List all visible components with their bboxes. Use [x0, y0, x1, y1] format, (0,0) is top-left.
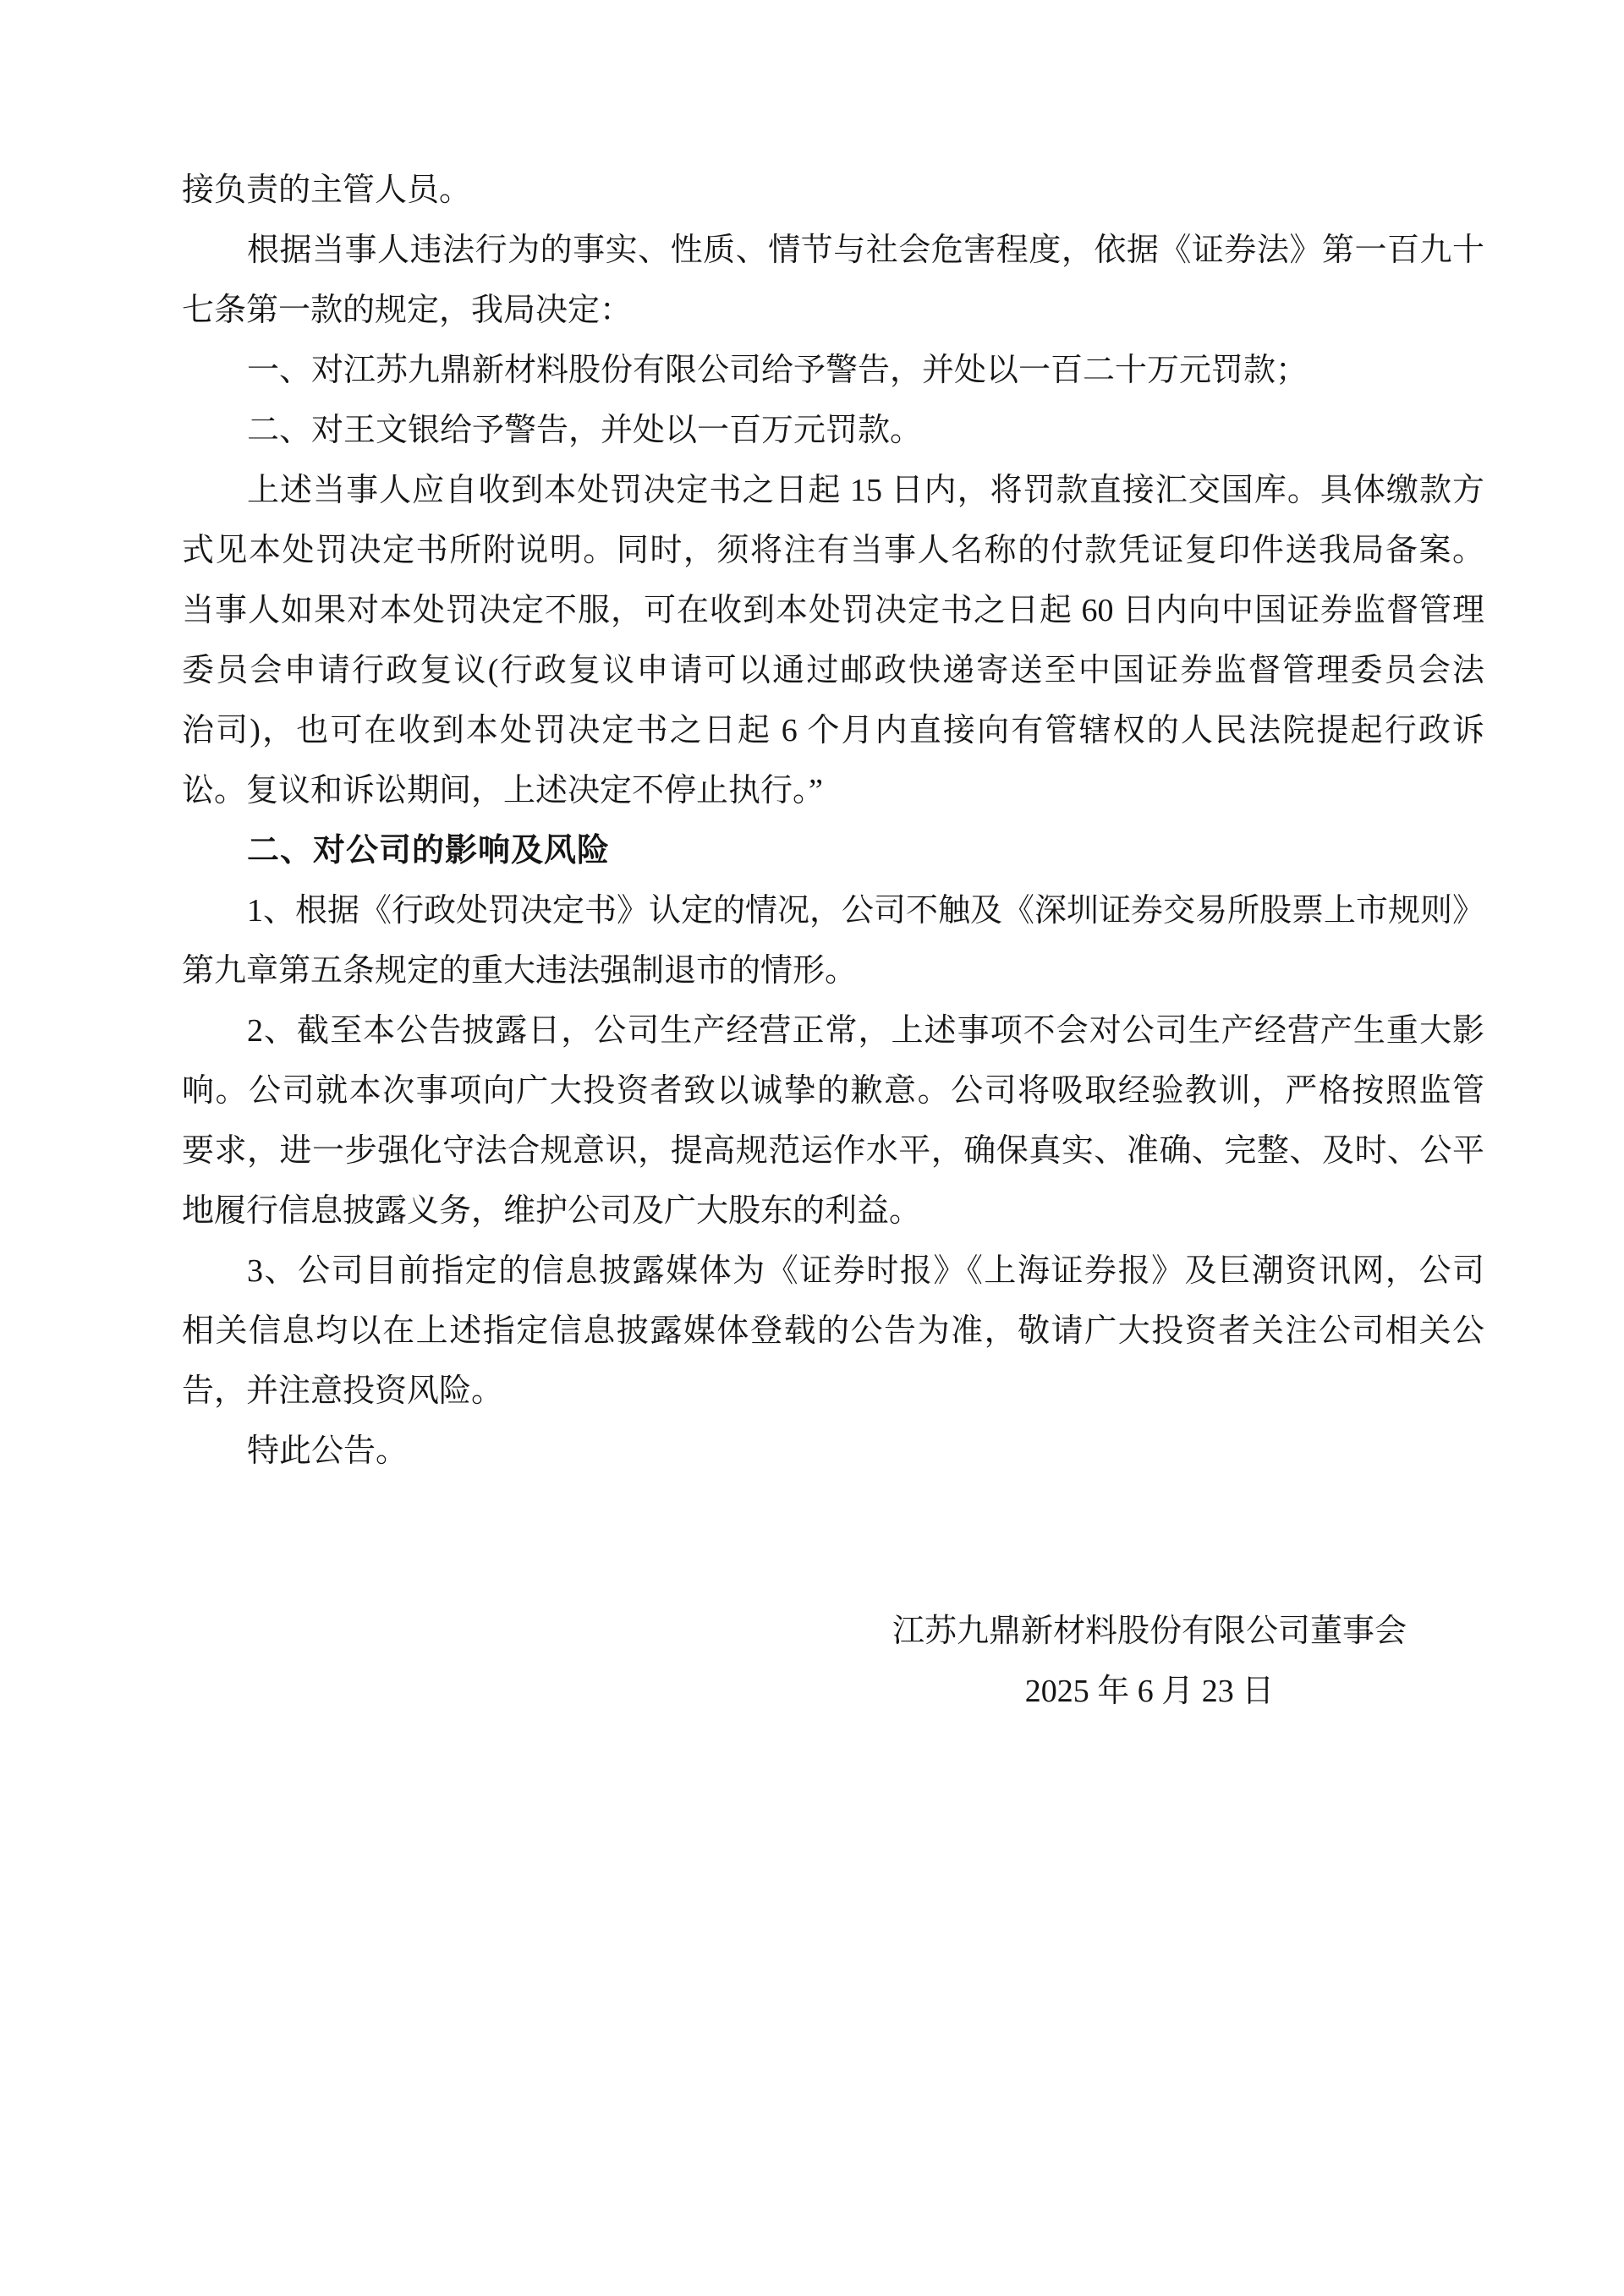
document-body [182, 161, 1484, 1722]
document-line: 治司)，也可在收到本处罚决定书之日起 6 个月内直接向有管辖权的人民法院提起行政诉 [182, 713, 1484, 748]
document-line: 一、对江苏九鼎新材料股份有限公司给予警告，并处以一百二十万元罚款； [247, 353, 1309, 388]
document-line: 告，并注意投资风险。 [182, 1373, 504, 1409]
document-line: 委员会申请行政复议(行政复议申请可以通过邮政快递寄送至中国证券监督管理委员会法 [182, 653, 1484, 688]
document-line: 相关信息均以在上述指定信息披露媒体登载的公告为准，敬请广大投资者关注公司相关公 [182, 1313, 1484, 1349]
document-line: 讼。复议和诉讼期间，上述决定不停止执行。” [182, 773, 823, 808]
document-line: 当事人如果对本处罚决定不服，可在收到本处罚决定书之日起 60 日内向中国证券监督管理 [182, 593, 1484, 628]
document-line: 1、根据《行政处罚决定书》认定的情况，公司不触及《深圳证券交易所股票上市规则》 [247, 893, 1485, 929]
document-line: 七条第一款的规定，我局决定： [182, 293, 633, 328]
document-line: 特此公告。 [247, 1433, 409, 1469]
document-line: 要求，进一步强化守法合规意识，提高规范运作水平，确保真实、准确、完整、及时、公平 [182, 1133, 1484, 1169]
document-line: 地履行信息披露义务，维护公司及广大股东的利益。 [182, 1193, 922, 1229]
document-line: 根据当事人违法行为的事实、性质、情节与社会危害程度，依据《证券法》第一百九十 [247, 233, 1484, 268]
signature-block [892, 1602, 1407, 1722]
document-line: 式见本处罚决定书所附说明。同时，须将注有当事人名称的付款凭证复印件送我局备案。 [182, 533, 1484, 568]
section-heading: 二、对公司的影响及风险 [247, 833, 611, 869]
document-line: 响。公司就本次事项向广大投资者致以诚挚的歉意。公司将吸取经验教训，严格按照监管 [182, 1073, 1484, 1109]
document-line: 第九章第五条规定的重大违法强制退市的情形。 [182, 953, 858, 989]
document-line: 3、公司目前指定的信息披露媒体为《证券时报》《上海证券报》及巨潮资讯网，公司 [247, 1253, 1484, 1289]
document-line: 接负责的主管人员。 [182, 173, 472, 208]
document-line: 二、对王文银给予警告，并处以一百万元罚款。 [247, 413, 923, 448]
date-line: 2025 年 6 月 23 日 [1024, 1674, 1275, 1709]
signature-line: 江苏九鼎新材料股份有限公司董事会 [892, 1614, 1407, 1649]
document-line: 上述当事人应自收到本处罚决定书之日起 15 日内，将罚款直接汇交国库。具体缴款方 [247, 473, 1484, 508]
document-line: 2、截至本公告披露日，公司生产经营正常，上述事项不会对公司生产经营产生重大影 [247, 1013, 1484, 1049]
